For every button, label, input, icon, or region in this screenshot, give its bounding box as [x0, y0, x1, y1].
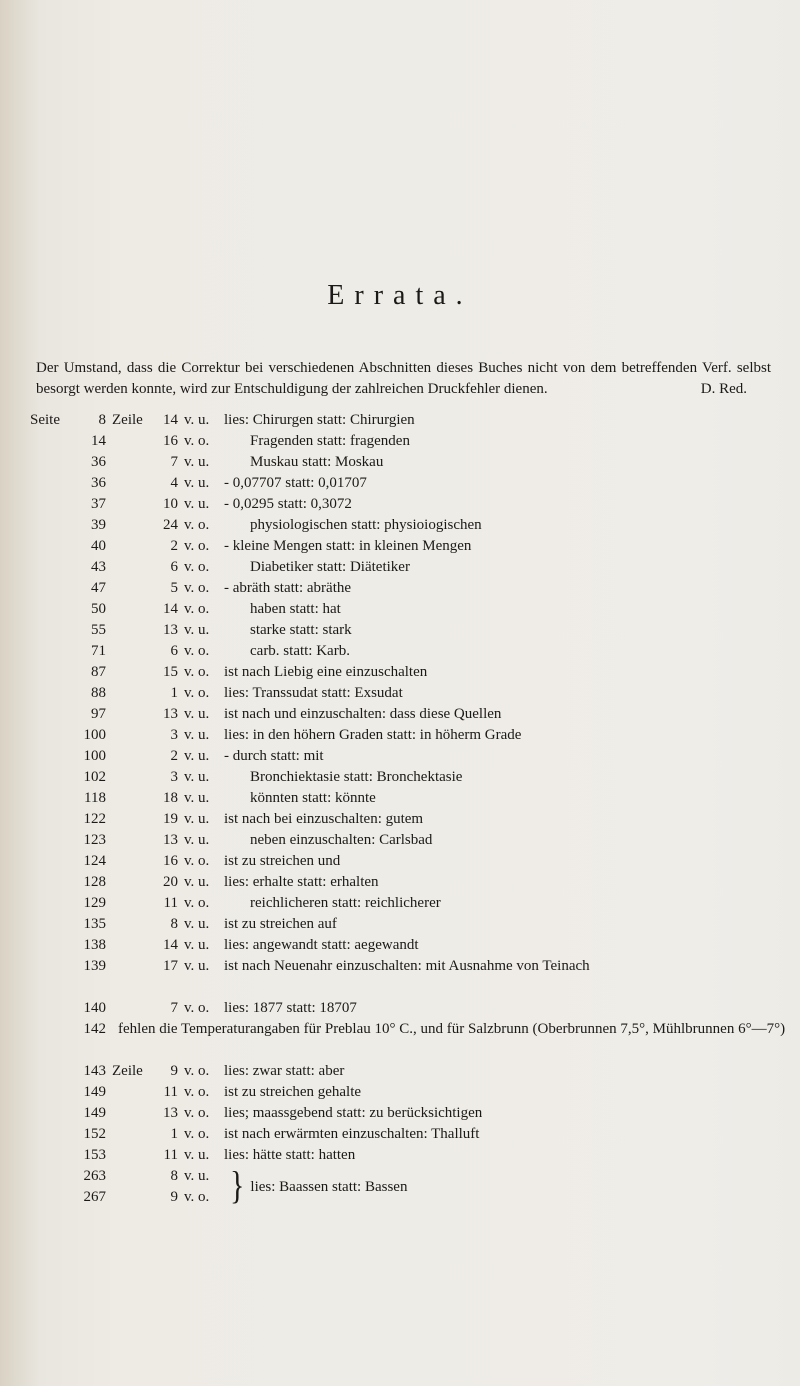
line-number: 7: [170, 1000, 178, 1016]
correction-text: neben einzuschalten: Carlsbad: [250, 832, 433, 848]
correction-text: lies: hätte statt: hatten: [224, 1147, 356, 1163]
correction-text: könnten statt: könnte: [250, 790, 376, 806]
errata-row: [30, 830, 800, 851]
brace-group: [230, 1166, 407, 1208]
line-number: 8: [170, 916, 178, 932]
page-number: 71: [91, 643, 106, 659]
page-number: 142: [83, 1021, 106, 1037]
line-position: v. u.: [184, 832, 210, 848]
correction-text: lies; maassgebend statt: zu berücksichtigen: [224, 1105, 483, 1121]
line-number: 2: [170, 748, 178, 764]
line-number: 14: [163, 412, 178, 428]
errata-row: [30, 431, 800, 452]
line-number: 3: [170, 769, 178, 785]
page-number: 149: [83, 1105, 106, 1121]
errata-row: [30, 515, 800, 536]
page-number: 152: [83, 1126, 106, 1142]
intro-paragraph: [36, 358, 771, 400]
line-position: v. o.: [184, 1084, 210, 1100]
line-position: v. u.: [184, 1147, 210, 1163]
line-number: 18: [163, 790, 178, 806]
errata-title: Errata.: [327, 280, 473, 311]
errata-row: [30, 599, 800, 620]
errata-row-missing-data: [30, 1019, 800, 1061]
errata-row: [30, 914, 800, 935]
line-number: 3: [170, 727, 178, 743]
correction-text: lies: in den höhern Graden statt: in höherm Grade: [224, 727, 522, 743]
line-number: 9: [170, 1063, 178, 1079]
braced-line-a: [30, 1166, 230, 1187]
page-number: 8: [98, 412, 106, 428]
errata-row: [30, 1082, 800, 1103]
line-position: v. o.: [184, 601, 210, 617]
line-position: v. o.: [184, 643, 210, 659]
correction-text: physiologischen statt: physioiogischen: [250, 517, 482, 533]
errata-row: [30, 473, 800, 494]
page-number: 55: [91, 622, 106, 638]
editor-signature: D. Red.: [700, 381, 747, 397]
correction-text: lies: zwar statt: aber: [224, 1063, 345, 1079]
correction-text: ist zu streichen gehalte: [224, 1084, 362, 1100]
errata-row: [30, 767, 800, 788]
line-number: 16: [163, 853, 178, 869]
correction-text: - 0,0295 statt: 0,3072: [224, 496, 352, 512]
page-number: 122: [83, 811, 106, 827]
line-number: 24: [163, 517, 178, 533]
errata-list: [30, 410, 800, 1208]
line-number: 17: [163, 958, 178, 974]
correction-text: lies: 1877 statt: 18707: [224, 1000, 357, 1016]
line-position: v. u.: [184, 937, 210, 953]
errata-row: [30, 935, 800, 956]
correction-text: lies: Chirurgen statt: Chirurgien: [224, 412, 415, 428]
seite-label: Seite: [30, 412, 60, 428]
page-number: 149: [83, 1084, 106, 1100]
page-number: 87: [91, 664, 106, 680]
line-number: 8: [170, 1168, 178, 1184]
line-position: v. o.: [184, 895, 210, 911]
page-number: 100: [83, 748, 106, 764]
line-position: v. o.: [184, 853, 210, 869]
line-position: v. o.: [184, 580, 210, 596]
line-position: v. o.: [184, 1126, 210, 1142]
errata-row: [30, 956, 800, 998]
errata-row: [30, 788, 800, 809]
zeile-label: Zeile: [112, 412, 143, 428]
line-position: v. u.: [184, 496, 210, 512]
correction-text: Bronchiektasie statt: Bronchektasie: [250, 769, 463, 785]
page-number: 139: [83, 958, 106, 974]
correction-text: - kleine Mengen statt: in kleinen Mengen: [224, 538, 472, 554]
correction-text: ist nach und einzuschalten: dass diese Quellen: [224, 706, 502, 722]
correction-text: reichlicheren statt: reichlicherer: [250, 895, 441, 911]
errata-row: [30, 557, 800, 578]
errata-row: [30, 641, 800, 662]
correction-text: starke statt: stark: [250, 622, 352, 638]
correction-text: ist nach Liebig eine einzuschalten: [224, 664, 428, 680]
errata-row: [30, 851, 800, 872]
page-number: 143: [83, 1063, 106, 1079]
line-number: 15: [163, 664, 178, 680]
correction-text: Diabetiker statt: Diätetiker: [250, 559, 410, 575]
line-number: 14: [163, 601, 178, 617]
page-number: 263: [83, 1168, 106, 1184]
line-position: v. u.: [184, 706, 210, 722]
correction-text: lies: angewandt statt: aegewandt: [224, 937, 419, 953]
line-number: 4: [170, 475, 178, 491]
line-number: 6: [170, 559, 178, 575]
line-number: 20: [163, 874, 178, 890]
errata-row: [30, 1103, 800, 1124]
correction-text: carb. statt: Karb.: [250, 643, 350, 659]
errata-row: [30, 1061, 800, 1082]
page-number: 135: [83, 916, 106, 932]
line-position: v. o.: [184, 559, 210, 575]
line-number: 6: [170, 643, 178, 659]
errata-row: [30, 1145, 800, 1166]
line-number: 9: [170, 1189, 178, 1205]
page-number: 153: [83, 1147, 106, 1163]
line-position: v. u.: [184, 475, 210, 491]
correction-text: - 0,07707 statt: 0,01707: [224, 475, 367, 491]
page-number: 40: [91, 538, 106, 554]
errata-row: [30, 578, 800, 599]
line-number: 13: [163, 1105, 178, 1121]
page-number: 140: [83, 1000, 106, 1016]
page-number: 14: [91, 433, 106, 449]
errata-row: [30, 893, 800, 914]
correction-text: Muskau statt: Moskau: [250, 454, 384, 470]
line-number: 11: [163, 1147, 178, 1163]
line-position: v. o.: [184, 433, 210, 449]
line-number: 13: [163, 706, 178, 722]
line-number: 1: [170, 1126, 178, 1142]
correction-text: - abräth statt: abräthe: [224, 580, 352, 596]
errata-row: [30, 872, 800, 893]
errata-row: [30, 998, 800, 1019]
line-number: 14: [163, 937, 178, 953]
line-position: v. u.: [184, 811, 210, 827]
page-number: 100: [83, 727, 106, 743]
page-number: 118: [84, 790, 106, 806]
line-position: v. o.: [184, 664, 210, 680]
errata-row: [30, 494, 800, 515]
correction-text: - durch statt: mit: [224, 748, 324, 764]
line-position: v. o.: [184, 1105, 210, 1121]
errata-row: [30, 536, 800, 557]
page-number: 128: [83, 874, 106, 890]
line-position: v. u.: [184, 916, 210, 932]
page-number: 43: [91, 559, 106, 575]
page-number: 97: [91, 706, 106, 722]
errata-row: [30, 452, 800, 473]
correction-text: Fragenden statt: fragenden: [250, 433, 410, 449]
correction-text: ist nach bei einzuschalten: gutem: [224, 811, 424, 827]
correction-text: ist zu streichen und: [224, 853, 341, 869]
line-number: 16: [163, 433, 178, 449]
line-number: 13: [163, 622, 178, 638]
line-number: 13: [163, 832, 178, 848]
page-number: 88: [91, 685, 106, 701]
correction-text: ist nach erwärmten einzuschalten: Thalluft: [224, 1126, 480, 1142]
page-number: 36: [91, 454, 106, 470]
page-number: 39: [91, 517, 106, 533]
errata-row: [30, 410, 800, 431]
line-number: 7: [170, 454, 178, 470]
line-position: v. o.: [184, 517, 210, 533]
page-number: 138: [83, 937, 106, 953]
line-position: v. u.: [184, 622, 210, 638]
errata-row: [30, 683, 800, 704]
line-position: v. o.: [184, 685, 210, 701]
correction-text: lies: Transsudat statt: Exsudat: [224, 685, 403, 701]
line-number: 1: [170, 685, 178, 701]
zeile-label: Zeile: [112, 1063, 143, 1079]
line-number: 5: [170, 580, 178, 596]
page-number: 36: [91, 475, 106, 491]
line-number: 10: [163, 496, 178, 512]
line-position: v. u.: [184, 958, 210, 974]
page-number: 129: [83, 895, 106, 911]
line-number: 11: [163, 895, 178, 911]
correction-text: haben statt: hat: [250, 601, 341, 617]
missing-data-note: fehlen die Temperaturangaben für Preblau 10° C., und für Salzbrunn (Oberbrunnen 7,5°, Mühlbrunnen 6°—7°): [118, 1021, 786, 1037]
errata-row: [30, 809, 800, 830]
line-position: v. o.: [184, 538, 210, 554]
line-position: v. u.: [184, 412, 210, 428]
braced-line-b: [30, 1187, 230, 1208]
line-position: v. u.: [184, 748, 210, 764]
line-position: v. u.: [184, 769, 210, 785]
correction-text: ist zu streichen auf: [224, 916, 337, 932]
errata-row-braced: [30, 1166, 800, 1208]
errata-row: [30, 704, 800, 725]
page-number: 267: [83, 1189, 106, 1205]
page-number: 102: [83, 769, 106, 785]
line-position: v. o.: [184, 1063, 210, 1079]
errata-row: [30, 620, 800, 641]
errata-row: [30, 662, 800, 683]
line-position: v. u.: [184, 454, 210, 470]
line-number: 19: [163, 811, 178, 827]
correction-text: ist nach Neuenahr einzuschalten: mit Ausnahme von Teinach: [224, 958, 590, 974]
page-number: 123: [83, 832, 106, 848]
correction-text: lies: erhalte statt: erhalten: [224, 874, 379, 890]
page-number: 47: [91, 580, 106, 596]
line-position: v. u.: [184, 1168, 210, 1184]
intro-text: Der Umstand, dass die Correktur bei verschiedenen Abschnitten dieses Buches nicht von dem betreffenden Verf. selbst besorgt werden konnte, wird zur Entschuldigung der zahlreichen Druckfehler dienen.: [36, 360, 771, 397]
errata-row: [30, 725, 800, 746]
page-number: 124: [83, 853, 106, 869]
errata-row: [30, 746, 800, 767]
correction-text: lies: Baassen statt: Bassen: [250, 1178, 408, 1195]
line-position: v. u.: [184, 790, 210, 806]
curly-brace-icon: }: [230, 1164, 245, 1208]
line-position: v. u.: [184, 874, 210, 890]
line-position: v. o.: [184, 1189, 210, 1205]
page-number: 37: [91, 496, 106, 512]
line-number: 11: [163, 1084, 178, 1100]
line-position: v. u.: [184, 727, 210, 743]
errata-row: [30, 1124, 800, 1145]
line-position: v. o.: [184, 1000, 210, 1016]
line-number: 2: [170, 538, 178, 554]
page-number: 50: [91, 601, 106, 617]
